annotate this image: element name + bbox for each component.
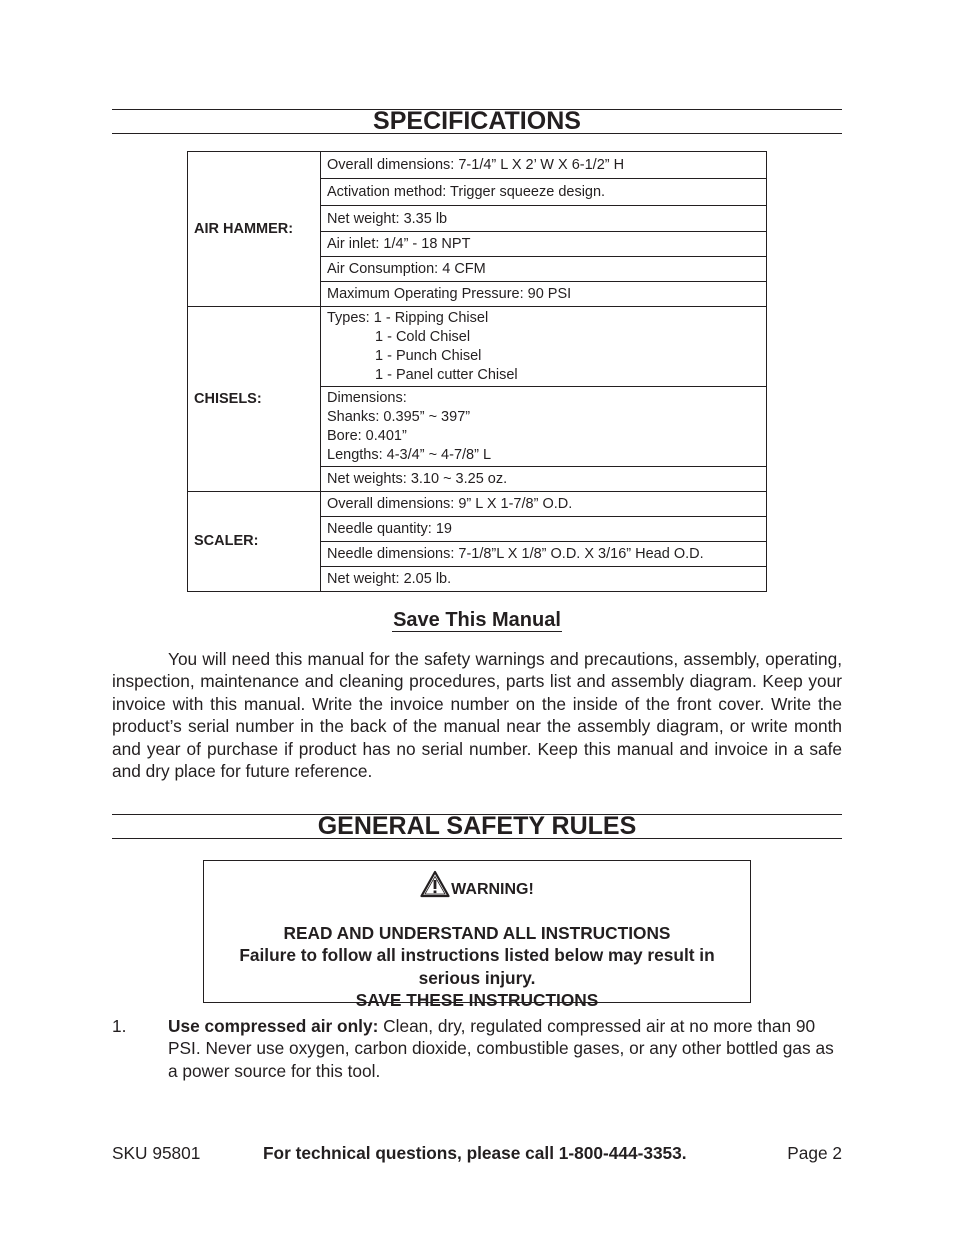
spec-cell: Air inlet: 1/4” - 18 NPT <box>321 232 767 257</box>
footer-sku: SKU 95801 <box>112 1143 201 1163</box>
spec-cell: Activation method: Trigger squeeze design. <box>321 179 767 206</box>
chisel-types-line: 1 - Panel cutter Chisel <box>375 367 518 383</box>
list-item-number: 1. <box>112 1016 127 1036</box>
spec-cell: Air Consumption: 4 CFM <box>321 257 767 282</box>
save-manual-heading <box>112 607 842 633</box>
warning-triangle-icon <box>420 870 451 909</box>
save-manual-heading-text: Save This Manual <box>393 609 561 631</box>
warning-box <box>203 860 751 1010</box>
footer-page-number: Page 2 <box>787 1143 842 1163</box>
safety-rules-title: GENERAL SAFETY RULES <box>317 812 637 840</box>
specifications-title: SPECIFICATIONS <box>373 107 581 135</box>
category-scaler: SCALER: <box>188 492 321 592</box>
list-item-text <box>168 1015 842 1082</box>
table-row <box>188 307 767 387</box>
chisel-dimension-line: Shanks: 0.395” ~ 397” <box>327 409 471 425</box>
spec-cell: Needle dimensions: 7-1/8”L X 1/8” O.D. X 3/16” Head O.D. <box>321 542 767 567</box>
chisel-dimension-line: Lengths: 4-3/4” ~ 4-7/8” L <box>327 447 492 463</box>
warning-header <box>204 870 750 909</box>
chisel-dimension-line: Dimensions: <box>327 390 407 406</box>
warning-label: WARNING! <box>451 880 534 898</box>
list-item-body: Clean, dry, regulated compressed air at no more than 90 PSI. Never use oxygen, carbon dioxide, combustible gases, or any other bottled gas as a power source for this tool. <box>168 1016 834 1081</box>
category-air-hammer: AIR HAMMER: <box>188 152 321 307</box>
spec-cell: Overall dimensions: 9” L X 1-7/8” O.D. <box>321 492 767 517</box>
spec-cell: Overall dimensions: 7-1/4” L X 2’ W X 6-1/2” H <box>321 152 767 179</box>
spec-cell: Net weight: 2.05 lb. <box>321 567 767 592</box>
specifications-table <box>187 151 767 592</box>
chisel-types-line: 1 - Punch Chisel <box>375 348 482 364</box>
warning-line-1: READ AND UNDERSTAND ALL INSTRUCTIONS <box>283 923 671 943</box>
spec-cell: Net weight: 3.35 lb <box>321 206 767 232</box>
spec-cell: Net weights: 3.10 ~ 3.25 oz. <box>321 467 767 492</box>
list-item-lead: Use compressed air only: <box>168 1016 379 1036</box>
spec-cell: Needle quantity: 19 <box>321 517 767 542</box>
category-chisels: CHISELS: <box>188 307 321 492</box>
chisel-dimension-line: Bore: 0.401” <box>327 428 407 444</box>
table-row <box>188 492 767 517</box>
table-row <box>188 152 767 179</box>
spec-cell <box>321 387 767 467</box>
spec-cell: Maximum Operating Pressure: 90 PSI <box>321 282 767 307</box>
warning-line-2: Failure to follow all instructions listed below may result in serious injury. <box>239 945 715 988</box>
spec-cell <box>321 307 767 387</box>
warning-line-3: SAVE THESE INSTRUCTIONS <box>355 989 599 1010</box>
chisel-types-line: 1 - Cold Chisel <box>375 329 471 345</box>
footer-contact: For technical questions, please call 1-800-444-3353. <box>263 1143 687 1163</box>
safety-bottom-rule <box>112 838 842 839</box>
warning-body <box>204 922 750 1011</box>
spec-bottom-rule <box>112 133 842 134</box>
list-item <box>112 1015 842 1082</box>
save-manual-paragraph: You will need this manual for the safety warnings and precautions, assembly, operating, inspection, maintenance and cleaning procedures, parts list and assembly diagram. Keep your invoice with this manual. Write the invoice number on the inside of the front cover. Write the product’s serial number in the back of the manual near the assembly diagram, or write month and year of purchase if product has no serial number. Keep this manual and invoice in a safe and dry place for future reference. <box>112 649 842 782</box>
chisel-types-line: Types: 1 - Ripping Chisel <box>327 310 489 326</box>
